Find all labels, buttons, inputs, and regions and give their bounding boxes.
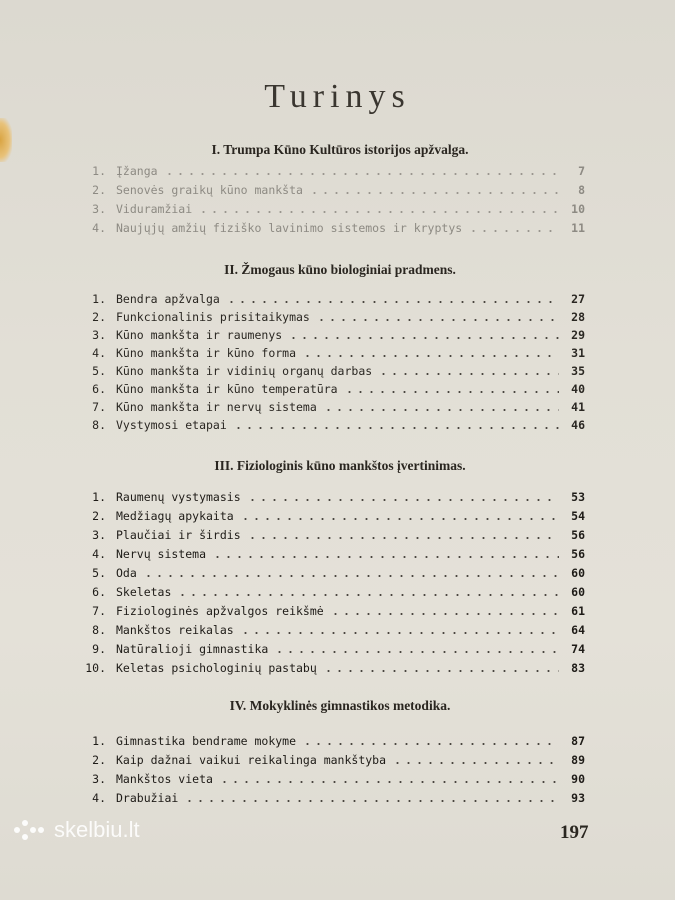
toc-entry: 7. Fiziologinės apžvalgos reikšmė 61 xyxy=(92,604,585,618)
page-number: 197 xyxy=(560,822,589,843)
toc-entry: 4. Nervų sistema 56 xyxy=(92,547,585,561)
section-heading-2: II. Žmogaus kūno biologiniai pradmens. xyxy=(224,262,456,277)
toc-entry: 2. Kaip dažnai vaikui reikalinga mankštyba 89 xyxy=(92,753,585,767)
toc-entry: 4. Kūno mankšta ir kūno forma 31 xyxy=(92,346,585,360)
toc-entry: 6. Skeletas 60 xyxy=(92,585,585,599)
toc-entry: 9. Natūralioji gimnastika 74 xyxy=(92,642,585,656)
toc-entry: 5. Oda 60 xyxy=(92,566,585,580)
toc-entry: 5. Kūno mankšta ir vidinių organų darbas 35 xyxy=(92,364,585,378)
dots-logo-icon xyxy=(14,817,46,843)
section-heading-1: I. Trumpa Kūno Kultūros istorijos apžvalga. xyxy=(211,142,469,157)
toc-entry: 3. Viduramžiai 10 xyxy=(92,202,585,216)
toc-entry: 7. Kūno mankšta ir nervų sistema 41 xyxy=(92,400,585,414)
section-heading-3: III. Fiziologinis kūno mankštos įvertinimas. xyxy=(214,458,466,473)
toc-entry: 4. Drabužiai 93 xyxy=(92,791,585,805)
toc-entry: 6. Kūno mankšta ir kūno temperatūra 40 xyxy=(92,382,585,396)
toc-entry: 2. Senovės graikų kūno mankšta 8 xyxy=(92,183,585,197)
toc-entry: 10. Keletas psichologinių pastabų 83 xyxy=(85,661,585,675)
toc-entry: 2. Medžiagų apykaita 54 xyxy=(92,509,585,523)
toc-entry: 1. Įžanga 7 xyxy=(92,164,585,178)
toc-entry: 8. Vystymosi etapai 46 xyxy=(92,418,585,432)
toc-entry: 1. Gimnastika bendrame mokyme 87 xyxy=(92,734,585,748)
section-heading-4: IV. Mokyklinės gimnastikos metodika. xyxy=(229,698,451,713)
watermark xyxy=(14,817,140,843)
page-title: Turinys xyxy=(264,78,411,115)
toc-entry: 4. Naujųjų amžių fiziško lavinimo sistemos ir kryptys 11 xyxy=(92,221,585,235)
toc-entry: 1. Raumenų vystymasis 53 xyxy=(92,490,585,504)
toc-entry: 2. Funkcionalinis prisitaikymas 28 xyxy=(92,310,585,324)
toc-entry: 3. Kūno mankšta ir raumenys 29 xyxy=(92,328,585,342)
toc-entry: 8. Mankštos reikalas 64 xyxy=(92,623,585,637)
toc-entry: 3. Plaučiai ir širdis 56 xyxy=(92,528,585,542)
toc-entry: 3. Mankštos vieta 90 xyxy=(92,772,585,786)
watermark-text: skelbiu.lt xyxy=(54,817,140,842)
toc-entry: 1. Bendra apžvalga 27 xyxy=(92,292,585,306)
page-stain xyxy=(0,118,12,162)
